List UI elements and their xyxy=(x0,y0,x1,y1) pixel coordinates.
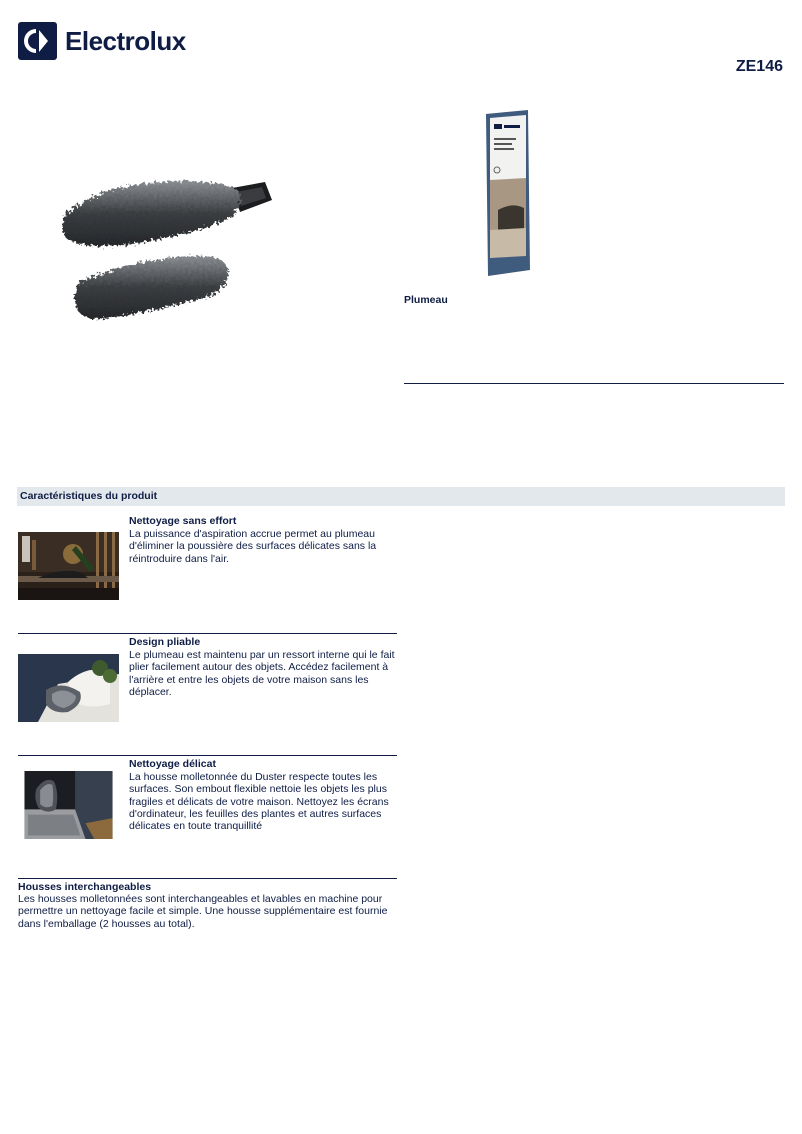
feature-item xyxy=(18,636,397,731)
feature-item xyxy=(18,758,397,853)
feature-text: Le plumeau est maintenu par un ressort interne qui le fait plier facilement autour des objets. Accédez facilement à l'arrière et entre les objets de votre maison sans les déplacer. xyxy=(129,649,395,698)
feature-title: Housses interchangeables xyxy=(18,881,152,893)
electrolux-logo-icon xyxy=(18,22,57,60)
divider xyxy=(404,383,784,384)
brand-logo xyxy=(18,22,186,60)
feature-title: Design pliable xyxy=(129,636,201,648)
package-photo xyxy=(482,110,534,276)
features-section-header xyxy=(17,487,785,506)
model-number: ZE146 xyxy=(735,58,783,75)
feature-item xyxy=(18,881,397,930)
duster-around-plant-pot-photo xyxy=(18,654,119,722)
feature-title: Nettoyage délicat xyxy=(129,758,216,770)
feature-item xyxy=(18,515,397,610)
brand-name: Electrolux xyxy=(65,25,186,56)
divider xyxy=(18,633,397,634)
divider xyxy=(18,755,397,756)
duster-photo xyxy=(40,160,290,340)
duster-on-laptop-photo xyxy=(18,771,119,839)
feature-text: Les housses molletonnées sont interchangeables et lavables en machine pour permettre un nettoyage facile et simple. Une housse supplémentaire est fournie dans l'emballage (2 housses au total). xyxy=(18,893,388,930)
feature-text: La puissance d'aspiration accrue permet au plumeau d'éliminer la poussière des surfaces délicates sans la réintroduire dans l'air. xyxy=(129,528,377,565)
feature-text: La housse molletonnée du Duster respecte toutes les surfaces. Son embout flexible nettoie les objets les plus fragiles et délicats de votre maison. Nettoyez les écrans d'ordinateur, les feuilles des plantes et autres surfaces délicates en toute tranquillité xyxy=(129,771,389,833)
vacuum-on-shelf-photo xyxy=(18,532,119,600)
product-name: Plumeau xyxy=(404,294,448,306)
divider xyxy=(18,878,397,879)
section-title: Caractéristiques du produit xyxy=(20,490,158,502)
feature-title: Nettoyage sans effort xyxy=(129,515,237,527)
